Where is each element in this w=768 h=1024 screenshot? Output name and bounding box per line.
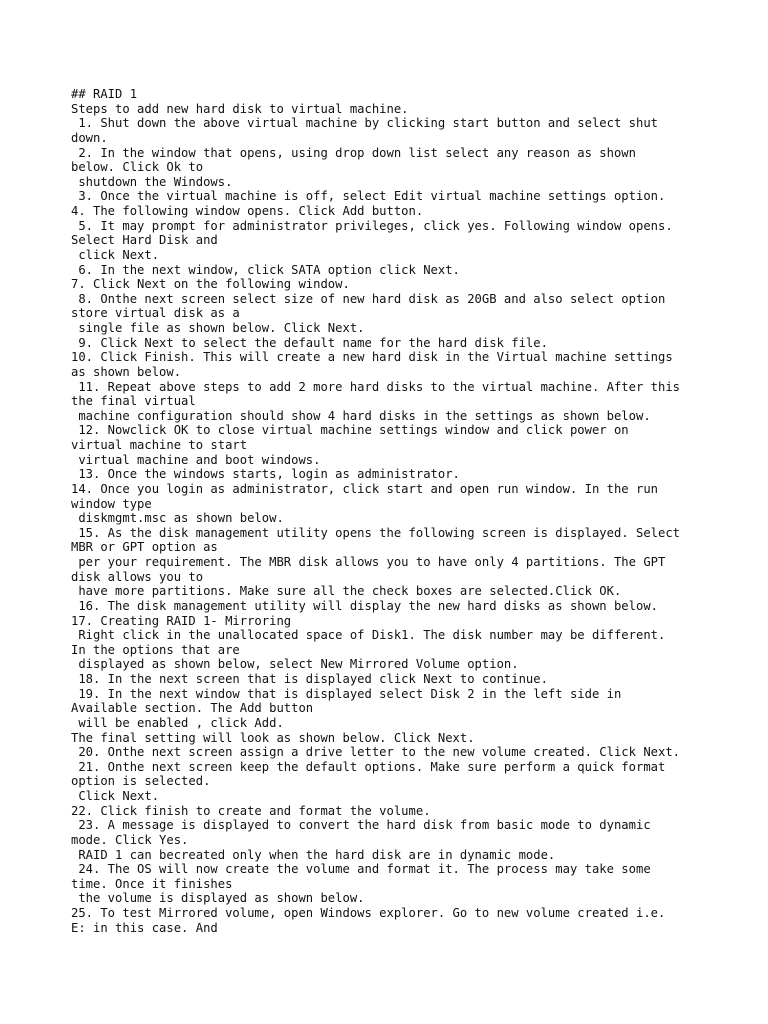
text-line: 5. It may prompt for administrator privileges, click yes. Following window opens. <box>71 218 673 233</box>
text-line: 11. Repeat above steps to add 2 more hard disks to the virtual machine. After this <box>71 379 681 394</box>
text-line: 14. Once you login as administrator, click start and open run window. In the run <box>71 481 658 496</box>
text-line: per your requirement. The MBR disk allows you to have only 4 partitions. The GPT <box>71 555 666 569</box>
text-line: 25. To test Mirrored volume, open Windows explorer. Go to new volume created i.e. <box>71 906 666 920</box>
text-line: 15. As the disk management utility opens the following screen is displayed. Select <box>71 525 681 540</box>
text-line: 19. In the next window that is displayed select Disk 2 in the left side in <box>71 686 622 701</box>
text-line: 18. In the next screen that is displayed click Next to continue. <box>71 672 548 686</box>
text-line: The final setting will look as shown below. Click Next. <box>71 730 475 745</box>
text-line: shutdown the Windows. <box>71 174 233 189</box>
text-line: displayed as shown below, select New Mirrored Volume option. <box>71 657 519 672</box>
text-line: below. Click Ok to <box>71 160 204 175</box>
text-line: Select Hard Disk and <box>71 233 218 248</box>
text-line: virtual machine to start <box>71 438 248 452</box>
text-line: mode. Click Yes. <box>71 832 189 847</box>
text-line: as shown below. <box>71 364 182 379</box>
text-line: machine configuration should show 4 hard disks in the settings as shown below. <box>71 408 651 423</box>
text-line: 23. A message is displayed to convert the hard disk from basic mode to dynamic <box>71 818 651 833</box>
text-line: 8. Onthe next screen select size of new hard disk as 20GB and also select option <box>71 291 666 306</box>
text-line: diskmgmt.msc as shown below. <box>71 511 284 526</box>
text-line: Available section. The Add button <box>71 701 314 716</box>
text-line: 4. The following window opens. Click Add button. <box>71 204 424 218</box>
text-line: the final virtual <box>71 394 196 409</box>
text-line: 16. The disk management utility will display the new hard disks as shown below. <box>71 598 658 613</box>
text-line: MBR or GPT option as <box>71 540 218 555</box>
text-line: 6. In the next window, click SATA option click Next. <box>71 262 460 277</box>
text-line: have more partitions. Make sure all the check boxes are selected.Click OK. <box>71 584 622 599</box>
text-line: 1. Shut down the above virtual machine by clicking start button and select shut <box>71 116 658 131</box>
text-line: down. <box>71 130 108 145</box>
text-line: 3. Once the virtual machine is off, select Edit virtual machine settings option. <box>71 189 666 204</box>
text-line: single file as shown below. Click Next. <box>71 321 365 335</box>
text-line: disk allows you to <box>71 569 204 584</box>
text-line: RAID 1 can becreated only when the hard disk are in dynamic mode. <box>71 847 556 862</box>
text-line: virtual machine and boot windows. <box>71 452 321 467</box>
text-line: E: in this case. And <box>71 920 218 935</box>
text-line: will be enabled , click Add. <box>71 715 284 730</box>
text-line: click Next. <box>71 247 160 262</box>
text-line: Click Next. <box>71 789 160 803</box>
text-line: time. Once it finishes <box>71 876 233 891</box>
text-line: 7. Click Next on the following window. <box>71 277 350 292</box>
text-line: Steps to add new hard disk to virtual machine. <box>71 101 409 116</box>
text-line: window type <box>71 496 152 511</box>
text-line: option is selected. <box>71 774 211 789</box>
text-line: 2. In the window that opens, using drop down list select any reason as shown <box>71 145 636 160</box>
text-line: 24. The OS will now create the volume and format it. The process may take some <box>71 862 651 877</box>
text-line: 9. Click Next to select the default name for the hard disk file. <box>71 335 548 350</box>
text-line: Right click in the unallocated space of Disk1. The disk number may be different. <box>71 628 666 643</box>
text-line: 22. Click finish to create and format the volume. <box>71 803 431 818</box>
text-line: 12. Nowclick OK to close virtual machine settings window and click power on <box>71 423 629 438</box>
text-line: 10. Click Finish. This will create a new hard disk in the Virtual machine settings <box>71 350 673 365</box>
document-heading: ## RAID 1 <box>71 87 138 101</box>
text-line: the volume is displayed as shown below. <box>71 891 365 906</box>
text-line: 13. Once the windows starts, login as administrator. <box>71 467 460 482</box>
text-line: 20. Onthe next screen assign a drive letter to the new volume created. Click Next. <box>71 745 681 760</box>
document-page <box>71 87 731 935</box>
text-line: store virtual disk as a <box>71 306 240 321</box>
text-line: 17. Creating RAID 1- Mirroring <box>71 613 292 628</box>
text-line: In the options that are <box>71 642 240 657</box>
text-line: 21. Onthe next screen keep the default options. Make sure perform a quick format <box>71 759 666 774</box>
